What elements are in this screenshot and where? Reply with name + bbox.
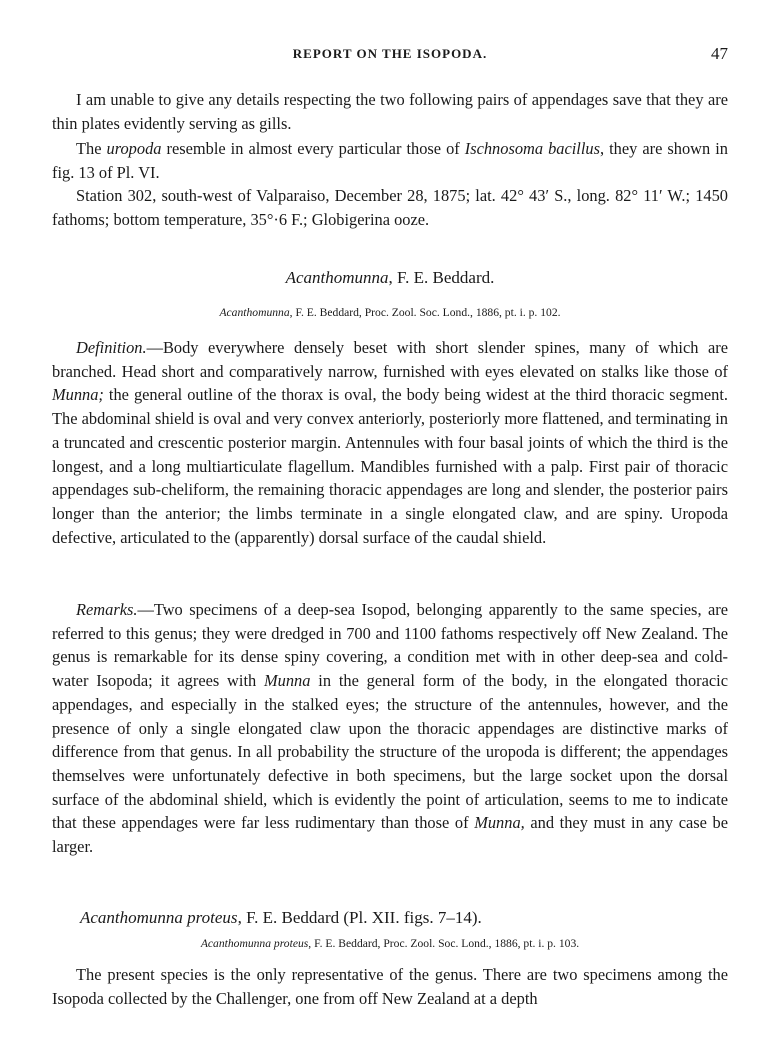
species-intro-text: The present species is the only representative of the genus. There are two specimens among the Isopoda collected by the Challenger, one from off New Zealand at a depth <box>52 965 728 1008</box>
italic-genus: Munna, <box>474 813 525 833</box>
species-heading <box>80 908 730 928</box>
genus-ref-name: Acanthomunna <box>219 306 290 319</box>
italic-term: uropoda <box>106 139 162 158</box>
genus-ref-citation: , F. E. Beddard, Proc. Zool. Soc. Lond., 1886, pt. i. p. 102. <box>289 306 561 319</box>
italic-genus: Munna; <box>52 385 104 405</box>
text-run: in the general form of the body, in the elongated thoracic appendages, and especially in the stalked eyes; the structure of the antennules, however, and the presence of only a single elongated claw upon the thoracic appendages are distinctive marks of difference from that genus. In all probability the structure of the uropoda is different; the appendages themselves were unfortunately defective in both specimens, but the large socket upon the dorsal surface of the abdominal shield, which is evidently the point of articulation, seems to me to indicate that these appendages were far less rudimentary than those of <box>52 671 728 833</box>
paragraph-gills <box>52 88 728 135</box>
paragraph-gills-text: I am unable to give any details respecting the two following pairs of appendages save that they are thin plates evidently serving as gills. <box>52 90 728 133</box>
page-header <box>52 44 728 68</box>
page-number: 47 <box>711 44 728 63</box>
paragraph-definition <box>52 336 728 549</box>
species-ref-name: Acanthomunna proteus <box>200 937 309 950</box>
species-author: , F. E. Beddard (Pl. XII. figs. 7–14). <box>237 908 482 927</box>
paragraph-species-intro <box>52 963 728 1010</box>
definition-label: Definition. <box>76 338 147 357</box>
italic-genus: Munna <box>264 671 311 691</box>
species-reference <box>52 937 728 950</box>
text-run: the general outline of the thorax is oval, the body being widest at the third thoracic segment. The abdominal shield is oval and very convex anteriorly, posteriorly more flattened, and terminating in a truncated and crescentic posterior margin. Antennules with four basal joints of which the third is the longest, and a long multiarticulate flagellum. Mandibles furnished with a palp. First pair of thoracic appendages sub-cheliform, the remaining thoracic appendages are long and slender, the posterior pairs longer than the anterior; the limbs terminate in a single elongated claw, and are spiny. Uropoda defective, articulated to the (apparently) dorsal surface of the caudal shield. <box>52 385 728 547</box>
remarks-label: Remarks. <box>76 600 138 619</box>
italic-species: Ischnosoma bacillus <box>464 139 600 158</box>
genus-heading <box>52 268 728 288</box>
text-run: , they are shown in fig. 13 of Pl. VI. <box>52 139 728 182</box>
text-run: resemble in almost every particular those of <box>161 139 465 158</box>
text-run: The <box>76 139 107 158</box>
text-run: —Two specimens of a deep-sea Isopod, belonging apparently to the same species, are referred to this genus; they were dredged in 700 and 1100 fathoms respectively off New Zealand. The genus is remarkable for its dense spiny covering, a condition met with in other deep-sea and cold-water Isopoda; it agrees with <box>52 600 728 691</box>
text-run: —Body everywhere densely beset with short slender spines, many of which are branched. Head short and comparatively narrow, furnished with eyes elevated on stalks like those of <box>52 338 728 381</box>
station-text: Station 302, south-west of Valparaiso, December 28, 1875; lat. 42° 43′ S., long. 82° 11′ W.; 1450 fathoms; bottom temperature, 35°·6 F.; Globigerina ooze. <box>52 186 728 229</box>
paragraph-remarks <box>52 598 728 859</box>
genus-name: Acanthomunna <box>285 268 389 287</box>
species-ref-citation: , F. E. Beddard, Proc. Zool. Soc. Lond., 1886, pt. i. p. 103. <box>308 937 580 950</box>
running-title: REPORT ON THE ISOPODA. <box>292 46 488 61</box>
paragraph-station <box>52 184 728 231</box>
text-run: and they must in any case be larger. <box>52 813 728 857</box>
paragraph-uropoda <box>52 137 728 184</box>
genus-reference <box>52 306 728 319</box>
species-name: Acanthomunna proteus <box>80 908 238 927</box>
genus-author: , F. E. Beddard. <box>388 268 495 287</box>
